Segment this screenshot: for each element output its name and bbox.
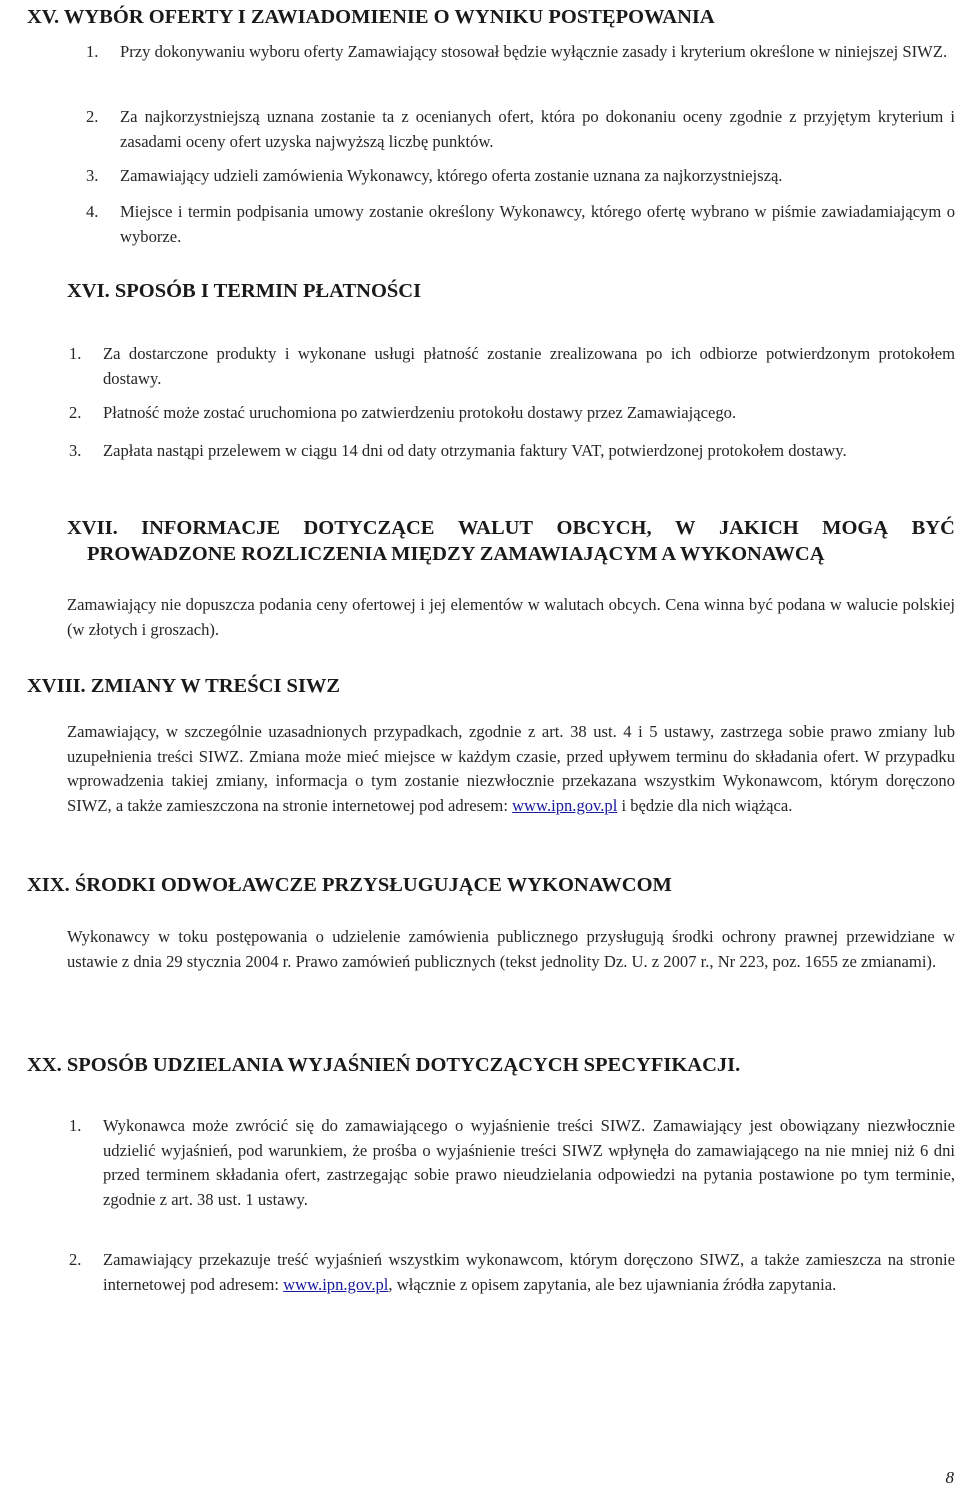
list-item-number: 3. [86,166,99,185]
list-item-text: Przy dokonywaniu wyboru oferty Zamawiający stosował będzie wyłącznie zasady i kryterium określone w niniejszej SIWZ. [120,42,948,61]
list-item [69,342,955,391]
heading-word: W [675,517,696,539]
section-xvii-heading-line2: PROWADZONE ROZLICZENIA MIĘDZY ZAMAWIAJĄCYM A WYKONAWCĄ [87,543,825,565]
heading-number: XVII. [67,517,118,539]
list-item [86,40,955,65]
list-item-text: Płatność może zostać uruchomiona po zatwierdzeniu protokołu dostawy przez Zamawiającego. [103,403,737,422]
list-item [86,164,955,189]
list-item [69,1248,955,1297]
list-item-text: Za dostarczone produkty i wykonane usługi płatność zostanie zrealizowana po ich odbiorze potwierdzonym protokołem dostawy. [103,344,955,388]
heading-word: BYĆ [911,517,955,539]
list-item-text: Wykonawca może zwrócić się do zamawiającego o wyjaśnienie treści SIWZ. Zamawiający jest obowiązany niezwłocznie udzielić wyjaśnień, pod warunkiem, że prośba o wyjaśnienie treści SIWZ wpłynęła do zamawiającego na nie mniej niż 6 dni przed terminem składania ofert, zastrzegając sobie prawo nieudzielania odpowiedzi na pytania postawione po tym terminie, zgodnie z art. 38 ust. 1 ustawy. [103,1116,955,1209]
list-item [86,200,955,249]
list-item [69,439,955,464]
list-item-number: 4. [86,202,99,221]
list-item-number: 3. [69,441,82,460]
list-item [69,401,955,426]
paragraph-text: i będzie dla nich wiążąca. [617,795,793,815]
list-item-number: 1. [69,344,82,363]
list-item-number: 2. [69,403,82,422]
list-item-text: Za najkorzystniejszą uznana zostanie ta z ocenianych ofert, która po dokonaniu oceny zgodnie z przyjętym kryterium i zasadami oceny ofert uzyska najwyższą liczbę punktów. [120,107,955,151]
heading-word: JAKICH [718,517,799,539]
section-xv-heading: XV. WYBÓR OFERTY I ZAWIADOMIENIE O WYNIKU POSTĘPOWANIA [27,6,715,28]
heading-word: OBCYCH, [556,517,652,539]
list-item-text: Zamawiający udzieli zamówienia Wykonawcy, którego oferta zostanie uznana za najkorzystniejszą. [120,166,783,185]
list-item [86,105,955,154]
list-item-number: 1. [86,42,99,61]
page-number: 8 [945,1468,954,1487]
list-item-number: 1. [69,1116,82,1135]
heading-word: INFORMACJE [141,517,281,539]
paragraph-text: Zamawiający, w szczególnie uzasadnionych przypadkach, zgodnie z art. 38 ust. 4 i 5 ustawy, zastrzega sobie prawo zmiany lub uzupełnienia treści SIWZ. Zmiana może mieć miejsce w każdym czasie, przed upływem terminu do składania ofert. W przypadku wprowadzenia takiej zmiany, informacja o tym zostanie niezwłocznie przekazana wszystkim Wykonawcom, którym doręczono SIWZ, a także zamieszczona na stronie internetowej pod adresem: [67,722,955,815]
list-item [69,1114,955,1212]
list-item-text: Zamawiający przekazuje treść wyjaśnień wszystkim wykonawcom, którym doręczono SIWZ, a także zamieszcza na stronie internetowej pod adresem: [103,1250,955,1294]
section-xviii-heading: XVIII. ZMIANY W TREŚCI SIWZ [27,675,341,697]
ipn-website-link[interactable]: www.ipn.gov.pl [512,795,618,815]
section-xvii-paragraph: Zamawiający nie dopuszcza podania ceny ofertowej i jej elementów w walutach obcych. Cena winna być podana w walucie polskiej (w złotych i groszach). [67,595,955,639]
heading-word: DOTYCZĄCE [303,517,435,539]
list-item-number: 2. [86,107,99,126]
section-xviii-paragraph [67,720,955,818]
section-xx-heading: XX. SPOSÓB UDZIELANIA WYJAŚNIEŃ DOTYCZĄCYCH SPECYFIKACJI. [27,1054,741,1076]
list-item-text: , włącznie z opisem zapytania, ale bez ujawniania źródła zapytania. [388,1274,837,1294]
heading-word: MOGĄ [822,517,889,539]
section-xix-paragraph: Wykonawcy w toku postępowania o udzielenie zamówienia publicznego przysługują środki ochrony prawnej przewidziane w ustawie z dnia 29 stycznia 2004 r. Prawo zamówień publicznych (tekst jednolity Dz. U. z 2007 r., Nr 223, poz. 1655 ze zmianami). [67,927,955,971]
section-xvii-heading-line1 [67,515,955,541]
section-xvi-heading: XVI. SPOSÓB I TERMIN PŁATNOŚCI [67,280,422,302]
list-item-text: Miejsce i termin podpisania umowy zostanie określony Wykonawcy, którego ofertę wybrano w piśmie zawiadamiającym o wyborze. [120,202,955,246]
section-xvii-heading [67,515,955,567]
heading-word: WALUT [457,517,534,539]
list-item-text: Zapłata nastąpi przelewem w ciągu 14 dni od daty otrzymania faktury VAT, potwierdzonej protokołem dostawy. [103,441,847,460]
ipn-website-link[interactable]: www.ipn.gov.pl [283,1274,389,1294]
list-item-number: 2. [69,1250,82,1269]
section-xix-heading: XIX. ŚRODKI ODWOŁAWCZE PRZYSŁUGUJĄCE WYKONAWCOM [27,874,672,896]
